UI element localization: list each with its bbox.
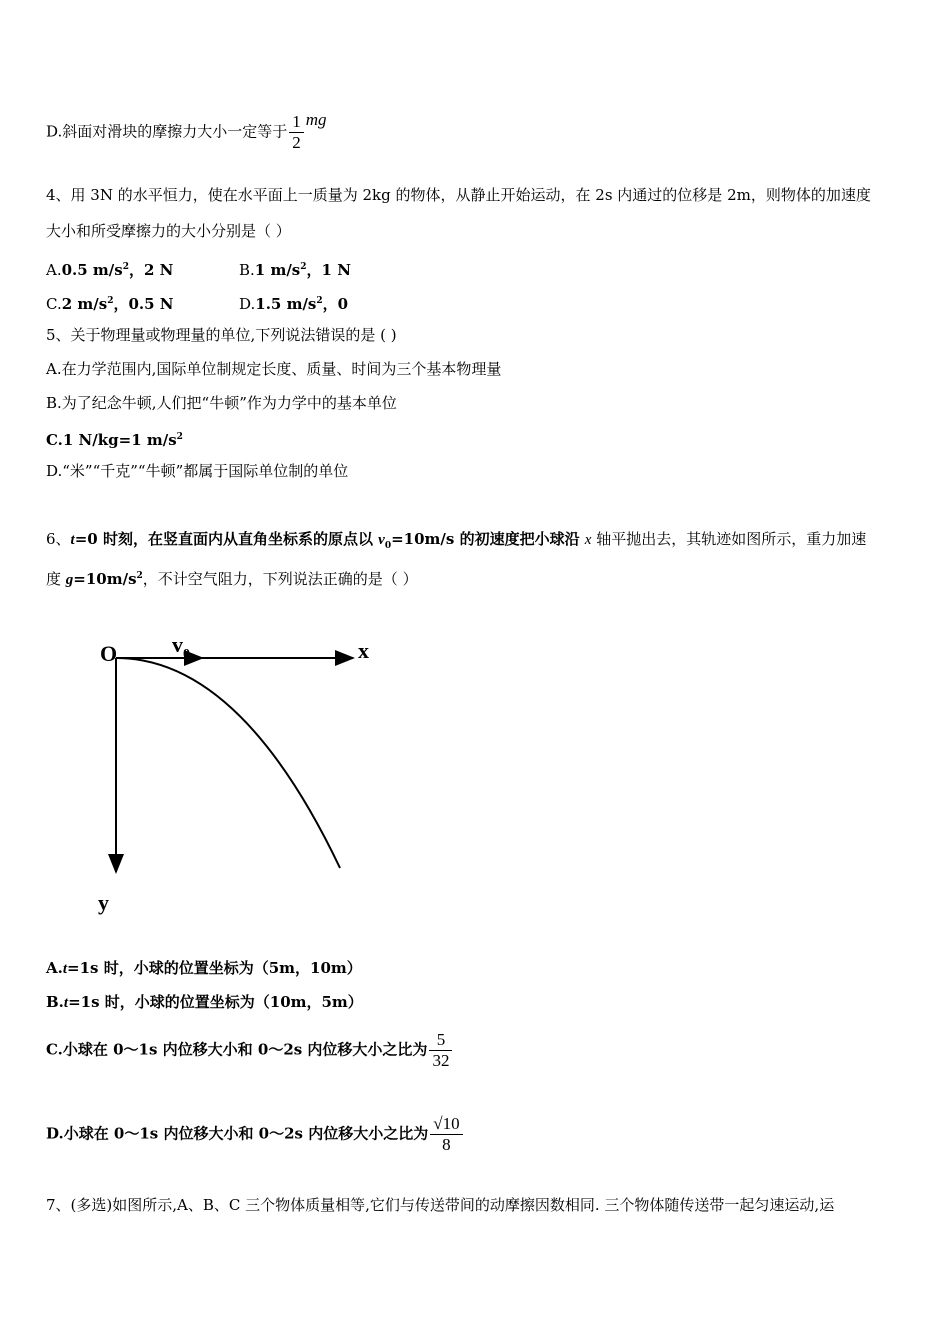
q5-option-a: A.在力学范围内,国际单位制规定长度、质量、时间为三个基本物理量	[46, 360, 502, 378]
stem-text: 轴平抛出去，其轨迹如图所示，重力加速	[591, 530, 867, 548]
option-value-tail: ，2 N	[129, 261, 174, 279]
symbol-x: x	[584, 532, 592, 548]
option-letter: B.	[46, 993, 64, 1011]
fraction-denominator: 8	[430, 1134, 462, 1155]
q4-option-a	[46, 257, 239, 280]
option-text: D.小球在 0～1s 内位移大小和 0～2s 内位移大小之比为	[46, 1124, 429, 1143]
option-letter: A.	[46, 261, 62, 279]
stem-text: ，不计空气阻力，下列说法正确的是（ ）	[142, 570, 418, 588]
v-letter: v	[172, 632, 183, 657]
fraction-numerator: 1	[292, 112, 301, 131]
fraction-numerator: 5	[436, 1030, 446, 1049]
symbol-t: t	[70, 532, 75, 548]
y-axis-label: y	[98, 890, 109, 915]
option-letter: A.	[46, 959, 63, 977]
symbol-v: v	[378, 532, 385, 548]
mg-symbol: mg	[305, 109, 327, 129]
fraction-sqrt10-8	[430, 1114, 462, 1155]
option-value-tail: ，1 N	[306, 261, 351, 279]
q4-options-ab	[46, 257, 351, 280]
fraction-denominator: 32	[429, 1050, 452, 1071]
stem-text: 6、	[46, 530, 71, 548]
option-value-tail: ，0	[322, 295, 349, 313]
superscript: 2	[176, 432, 183, 442]
option-value: 1.5 m/s	[255, 295, 317, 313]
superscript: 2	[122, 262, 129, 272]
symbol-t: t	[62, 961, 68, 977]
fraction-denominator: 2	[289, 132, 304, 153]
option-value: 2 m/s	[61, 295, 108, 313]
q6-stem-line-2	[46, 566, 418, 590]
stem-text: =10m/s 的初速度把小球沿	[391, 530, 585, 548]
q4-stem-line-1: 4、用 3N 的水平恒力，使在水平面上一质量为 2kg 的物体，从静止开始运动，在 2s 内通过的位移是 2m，则物体的加速度	[46, 186, 871, 204]
stem-text: =0 时刻，在竖直面内从直角坐标系的原点以	[74, 530, 379, 548]
q5-option-c	[46, 427, 183, 450]
q4-option-d	[239, 295, 348, 313]
option-letter: D.	[239, 295, 256, 313]
option-text: =1s 时，小球的位置坐标为（10m，5m）	[68, 993, 363, 1011]
option-letter: C.	[46, 295, 62, 313]
x-axis-label: x	[358, 638, 369, 663]
option-value: 0.5 m/s	[61, 261, 123, 279]
symbol-t: t	[63, 995, 69, 1011]
stem-text: =10m/s	[73, 570, 137, 588]
q3-option-d-text: D.斜面对滑块的摩擦力大小一定等于	[46, 122, 288, 141]
q7-stem: 7、(多选)如图所示,A、B、C 三个物体质量相等,它们与传送带间的动摩擦因数相同. 三个物体随传送带一起匀速运动,运	[46, 1196, 835, 1214]
q5-stem: 5、关于物理量或物理量的单位,下列说法错误的是 ( )	[46, 326, 397, 344]
superscript: 2	[316, 296, 323, 306]
stem-text: 度	[46, 570, 66, 588]
q6-option-c	[46, 1030, 454, 1071]
trajectory-figure	[90, 620, 390, 920]
superscript: 2	[107, 296, 114, 306]
q4-option-b	[239, 261, 351, 279]
q4-option-c	[46, 291, 239, 314]
option-value-tail: ，0.5 N	[113, 295, 174, 313]
fraction-half	[289, 112, 304, 153]
q3-option-d	[46, 109, 327, 153]
subscript: 0	[384, 541, 392, 551]
trajectory-curve	[116, 658, 340, 868]
q6-option-b	[46, 992, 363, 1013]
superscript: 2	[136, 571, 143, 581]
q5-option-d: D.“米”“千克”“牛顿”都属于国际单位制的单位	[46, 462, 349, 480]
v-subscript: 0	[183, 647, 190, 662]
option-value: 1 m/s	[254, 261, 301, 279]
option-letter: B.	[239, 261, 255, 279]
fraction-5-32	[429, 1030, 452, 1071]
q6-option-d	[46, 1114, 465, 1155]
q5-option-b: B.为了纪念牛顿,人们把“牛顿”作为力学中的基本单位	[46, 394, 397, 412]
q4-stem-line-2: 大小和所受摩擦力的大小分别是（ ）	[46, 222, 291, 240]
q6-option-a	[46, 958, 362, 979]
option-value: C.1 N/kg=1 m/s	[46, 431, 177, 449]
q4-options-cd	[46, 291, 348, 314]
origin-label: O	[100, 641, 118, 666]
q6-stem-line-1	[46, 529, 866, 556]
option-text: =1s 时，小球的位置坐标为（5m，10m）	[67, 959, 362, 977]
option-text: C.小球在 0～1s 内位移大小和 0～2s 内位移大小之比为	[46, 1040, 428, 1059]
fraction-numerator: √10	[433, 1114, 460, 1133]
superscript: 2	[300, 262, 307, 272]
symbol-g: g	[65, 572, 74, 588]
